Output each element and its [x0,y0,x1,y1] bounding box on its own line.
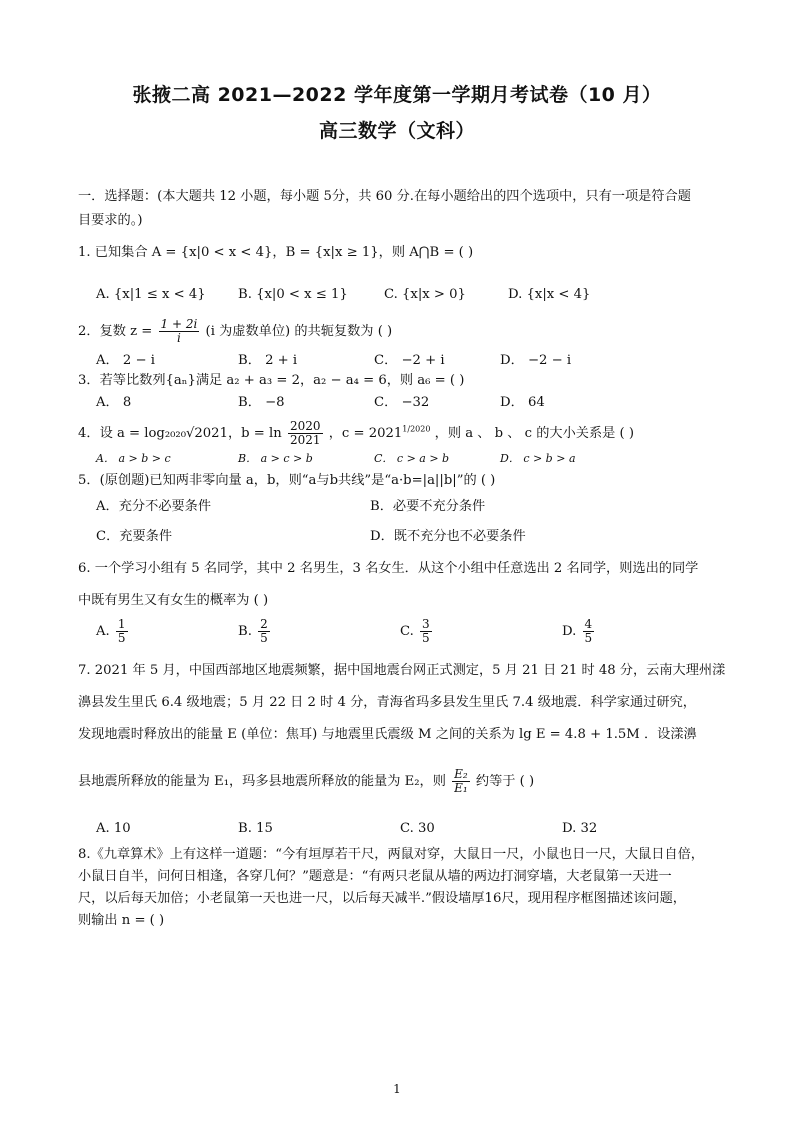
page-subtitle: 高三数学（文科） [318,120,475,142]
option-label: B. [238,624,252,639]
question-4-option-a: A． a > b > c [96,452,171,465]
question-5-option-d: D．既不充分也不必要条件 [370,529,526,544]
question-2-suffix: (i 为虚数单位) 的共轭复数为 ( ) [205,324,393,339]
question-2-option-a: A． 2 − i [96,353,155,368]
question-2-frac-den: i [177,331,181,345]
question-4-stem [78,420,634,447]
question-8-line2: 小鼠日自半，问何日相逢，各穿几何？”题意是：“有两只老鼠从墙的两边打洞穿墙，大老鼠第一天进一 [78,869,672,884]
question-6-option-a [96,618,130,645]
question-7-line2: 濞县发生里氏 6.4 级地震；5 月 22 日 2 时 4 分，青海省玛多县发生里氏 7.4 级地震．科学家通过研究， [78,695,696,710]
question-1-option-a: A. {x|1 ≤ x < 4} [96,287,206,302]
option-fraction [116,618,128,645]
question-7-option-a: A. 10 [96,821,131,836]
question-1-option-c: C. {x|x > 0} [384,287,466,302]
question-6-option-d [562,618,596,645]
frac-den: 5 [117,631,126,645]
question-6-line2: 中既有男生又有女生的概率为 ( ) [78,593,269,608]
section-instructions-line1: 一．选择题：(本大题共 12 小题，每小题 5分，共 60 分.在每小题给出的四个选项中，只有一项是符合题 [78,189,691,204]
question-5-stem: 5．(原创题)已知两非零向量 a，b，则“a与b共线”是“a·b=|a||b|”的 ( ) [78,473,496,488]
question-7-line4 [78,768,534,795]
frac-num: 2 [260,617,268,631]
section-instructions-line2: 目要求的。) [78,213,143,228]
question-7-line4-a: 县地震所释放的能量为 E₁，玛多县地震所释放的能量为 E₂，则 [78,774,446,789]
question-3-option-a: A． 8 [96,395,132,410]
question-1-option-b: B. {x|0 < x ≤ 1} [238,287,348,302]
question-7-fraction [452,768,470,795]
question-4-frac-den: 2021 [289,433,321,447]
question-2-option-b: B． 2 + i [238,353,298,368]
option-fraction [583,618,595,645]
question-7-option-b: B. 15 [238,821,273,836]
question-2-option-d: D． −2 − i [500,353,572,368]
question-2-prefix: 2．复数 z = [78,324,153,339]
question-3-option-b: B． −8 [238,395,285,410]
question-4-fraction [288,420,323,447]
question-4-part-a: 4．设 a = log₂₀₂₀√2021，b = ln [78,426,282,441]
question-3-option-d: D． 64 [500,395,545,410]
question-4-frac-num: 2020 [289,419,321,433]
question-7-line3: 发现地震时释放出的能量 E (单位：焦耳) 与地震里氏震级 M 之间的关系为 lg E = 4.8 + 1.5M ．设漾濞 [78,727,697,742]
question-3-option-c: C． −32 [374,395,430,410]
option-label: C. [400,624,414,639]
frac-num: 4 [584,617,593,631]
question-7-line4-b: 约等于 ( ) [475,774,535,789]
question-7-frac-den: E₁ [454,781,468,795]
question-5-option-a: A．充分不必要条件 [96,499,212,514]
question-5-option-c: C．充要条件 [96,529,173,544]
question-7-option-c: C. 30 [400,821,435,836]
question-2-option-c: C． −2 + i [374,353,445,368]
question-7-option-d: D. 32 [562,821,598,836]
question-1-option-d: D. {x|x < 4} [508,287,591,302]
question-5-option-b: B．必要不充分条件 [370,499,486,514]
question-4-option-d: D． c > b > a [500,452,576,465]
frac-den: 5 [422,631,430,645]
question-4-part-b: ，c = 2021 [328,426,403,441]
frac-num: 1 [117,617,126,631]
question-4-part-c: ，则 a 、 b 、 c 的大小关系是 ( ) [434,426,635,441]
question-3-stem: 3．若等比数列{aₙ}满足 a₂ + a₃ = 2，a₂ − a₄ = 6，则 a₆ = ( ) [78,373,465,388]
question-6-option-c [400,618,434,645]
option-label: D. [562,624,577,639]
question-4-option-b: B． a > c > b [238,452,313,465]
option-label: A. [96,624,110,639]
option-fraction [420,618,432,645]
question-4-exponent: 1/2020 [402,424,431,434]
question-7-line1: 7. 2021 年 5 月，中国西部地区地震频繁，据中国地震台网正式测定，5 月 21 日 21 时 48 分，云南大理州漾 [78,663,726,678]
question-8-line3: 尺，以后每天加倍；小老鼠第一天也进一尺，以后每天减半.”假设墙厚16尺，现用程序框图描述该问题， [78,891,686,906]
question-8-line4: 则输出 n = ( ) [78,913,165,928]
question-2-stem [78,318,392,345]
question-2-fraction [159,318,200,345]
frac-den: 5 [584,631,593,645]
question-6-line1: 6. 一个学习小组有 5 名同学，其中 2 名男生，3 名女生．从这个小组中任意选出 2 名同学，则选出的同学 [78,561,699,576]
frac-num: 3 [422,617,430,631]
question-8-line1: 8.《九章算术》上有这样一道题：“今有垣厚若干尺，两鼠对穿，大鼠日一尺，小鼠也日一尺，大鼠日自倍， [78,847,704,862]
question-1-stem: 1. 已知集合 A = {x|0 < x < 4}，B = {x|x ≥ 1}，则 A⋂B = ( ) [78,245,474,260]
frac-den: 5 [260,631,268,645]
question-6-option-b [238,618,272,645]
question-7-frac-num: E₂ [454,767,468,781]
page-title: 张掖二高 2021—2022 学年度第一学期月考试卷（10 月） [132,84,662,106]
page-number: 1 [393,1082,401,1096]
question-4-option-c: C． c > a > b [374,452,450,465]
question-2-frac-num: 1 + 2i [160,317,198,331]
option-fraction [258,618,270,645]
